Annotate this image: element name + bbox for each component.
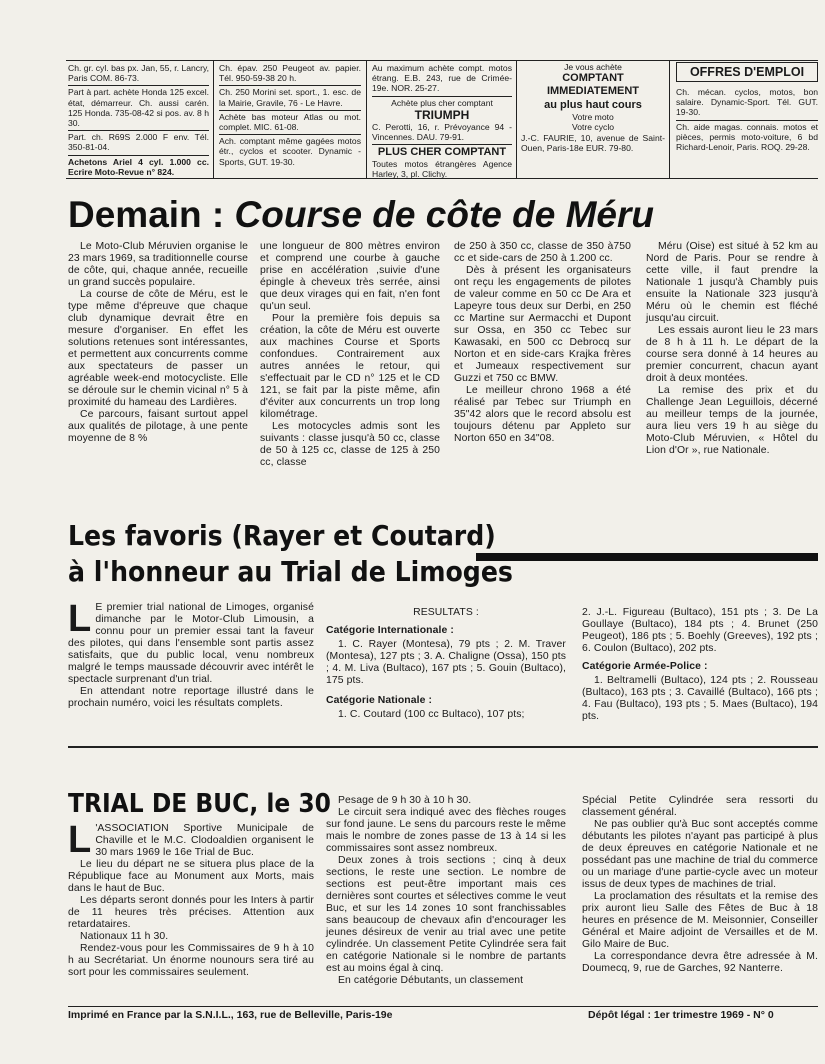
ad-line: Votre cyclo [571,122,615,133]
article1-col-3 [454,241,631,445]
footer-printer: Imprimé en France par la S.N.I.L., 163, rue de Belleville, Paris-19e [68,1009,393,1021]
paragraph: Spécial Petite Cylindrée sera ressorti du classement général. [582,795,818,818]
article3-headline: TRIAL DE BUC, le 30 [68,789,331,819]
article2-headline [68,518,513,590]
paragraph: 'ASSOCIATION Sportive Municipale de Chaville et le M.C. Clodoaldien organisent le 30 mars 1969 le 16e Trial de Buc. [95,823,314,858]
article3-rule [68,746,818,748]
ad-brand: TRIUMPH [414,107,470,122]
classified-col-2 [219,62,361,169]
ad-intro: Achète plus cher comptant [391,97,493,108]
drop-cap: L [68,819,92,861]
paragraph: Deux zones à trois sections ; cinq à deux sections, le reste une section. Le nombre de sections est peut-être important mais ces dernières sont courtes et sélectives comme le veut Buc, et sur les 14 zones 10 sont franchissables sans beaucoup de chevaux afin d'encourager les jeunes désireux de venir au trial avec une petite cylindrée. Un classement Petite Cylindrée sera fait en catégorie Nationale si le nombre de partants est au moins égal à cinq. [326,855,566,974]
classified-col-1 [68,62,209,179]
ad-line-bold: au plus haut cours [544,99,642,112]
ad-line-bold: IMMEDIATEMENT [546,85,640,98]
paragraph: 1. C. Rayer (Montesa), 79 pts ; 2. M. Traver (Montesa), 127 pts ; 3. A. Chaligne (Ossa), 150 pts ; 4. M. Liva (Bultaco), 167 pts ; 5. Gouin (Bultaco), 175 pts. [326,639,566,686]
headline-prefix: Demain : [68,194,225,235]
classified-ad: Ch. mécan. cyclos, motos, bon salaire. Dynamic-Sport. Tél. GUT. 19-30. [676,86,818,121]
paragraph: E premier trial national de Limoges, organisé dimanche par le Motor-Club Limousin, a connu pour un premier essai tant la faveur des pilotes, qui dans l'ensemble sont partis assez satisfaits, que du public local, venu nombreux malgré le temps maussade découvrir avec intérêt le spectacle surprenant d'un trial. [68,602,314,685]
classified-ad: Ch. aide magas. connais. motos et pièces, permis moto-voiture, 6 bd Richard-Lenoir, Paris. ROQ. 29-28. [676,121,818,153]
headline-main: Course de côte de Méru [234,194,654,235]
paragraph: Les départs seront donnés pour les Inters à partir de 11 heures très précises. Attention aux retardataires. [68,895,314,930]
article1-col-1 [68,241,248,445]
article3-col-3 [582,795,818,975]
classified-ad: Ch. épav. 250 Peugeot av. papier. Tél. 950-59-38 20 h. [219,62,361,86]
footer-legal: Dépôt légal : 1er trimestre 1969 - N° 0 [588,1009,774,1021]
classified-ad: Achète bas moteur Atlas ou mot. complet. MIC. 61-08. [219,111,361,135]
classified-ad: Part à part. achète Honda 125 excel. état, démarreur. Ch. aussi carén. 125 Honda. 735-08-42 si pos. av. 8 h 30. [68,86,209,131]
paragraph: Méru (Oise) est situé à 52 km au Nord de Paris. Pour se rendre à cette ville, il faut prendre la Nationale 1 jusqu'à Chambly puis ensuite la Nationale 323 jusqu'à Méru où le chemin est fléché jusqu'au circuit. [646,241,818,324]
ad-line-bold: COMPTANT [562,72,624,85]
article1-col-4 [646,241,818,457]
ad-text: C. Perotti, 16, r. Prévoyance 94 - Vincennes. DAU. 79-91. [372,121,512,143]
ad-line: Votre moto [572,112,614,123]
classified-ad: Achetons Ariel 4 cyl. 1.000 cc. Ecrire Moto-Revue n° 824. [68,156,209,177]
article1-headline [68,193,654,237]
paragraph: La remise des prix et du Challenge Jean Leguillois, décerné au meilleur temps de la journée, aura lieu vers 19 h au siège du Moto-Club Méruvien, « Hôtel du Lion d'Or », rue Nationale. [646,385,818,456]
paragraph: Pesage de 9 h 30 à 10 h 30. [338,795,472,806]
article2-rule [476,553,818,561]
ad-line: Je vous achète [564,62,622,72]
classified-ad: Ach. comptant même gagées motos étr., cyclos et scooter. Dynamic - Sports, GUT. 19-30. [219,136,361,167]
article1-col-2 [260,241,440,469]
paragraph: Nationaux 11 h 30. [80,931,169,942]
category-heading: Catégorie Internationale : [326,625,454,636]
classified-ad: Ch. gr. cyl. bas px. Jan, 55, r. Lancry, Paris COM. 86-73. [68,62,209,86]
paragraph: Le Moto-Club Méruvien organise le 23 mars 1969, sa traditionnelle course de côte, qui, chaque année, recueille un grand succès populaire. [68,241,248,288]
paragraph: de 250 à 350 cc, classe de 350 à750 cc et side-cars de 250 à 1.200 cc. [454,241,631,264]
paragraph: 1. C. Coutard (100 cc Bultaco), 107 pts; [338,709,525,720]
article2-col-1 [68,598,314,710]
classified-ad: Au maximum achète compt. motos étrang. E.B. 243, rue de Crimée-19e. NOR. 25-27. [372,62,512,97]
paragraph: Le meilleur chrono 1968 a été réalisé par Tebec sur Triumph en 35"42 alors que le record absolu est toujours détenu par Appleto sur Norton 650 en 34"08. [454,385,631,444]
article2-col-2 [326,607,566,721]
paragraph: Rendez-vous pour les Commissaires de 9 h à 10 h au Secrétariat. Un énorme nounours sera tiré au sort pour les commissaires seulement. [68,943,314,978]
paragraph: une longueur de 800 mètres environ et comprend une courbe à gauche prise en accélération ,suivie d'une épingle à cheveux très serrée, ainsi que deux virages qui en fait, n'en font qu'un seul. [260,241,440,312]
classified-ad: Ch. 250 Morini set. sport., 1. esc. de la Mairie, Gravile, 76 - Le Havre. [219,86,361,110]
paragraph: Ne pas oublier qu'à Buc sont acceptés comme débutants les pilotes n'ayant pas participé à plus de deux épreuves en catégorie Nationale et ne possédant pas une machine de trial du commerce ou un mariage d'une partie-cycle avec un moteur issus de deux types de machines de trial. [582,819,818,890]
paragraph: 1. Beltramelli (Bultaco), 124 pts ; 2. Rousseau (Bultaco), 163 pts ; 3. Cavaillé (Bultaco), 166 pts ; 4. Fau (Bultaco), 193 pts ; 5. Maes (Bultaco), 194 pts. [582,675,818,722]
job-offers-title: OFFRES D'EMPLOI [676,62,818,82]
paragraph: Les motocycles admis sont les suivants : classe jusqu'à 50 cc, classe de 50 à 125 cc, classe de 125 à 250 cc, classe [260,421,440,468]
article2-col-3 [582,607,818,723]
paragraph: La course de côte de Méru, est le type même d'épreuve que chaque club dynamique devrait être en mesure d'organiser. En effet les solutions retenues sont intéressantes, et permettent aux concurrents comme aux spectateurs de passer un agréable week-end motocycliste. Elle se déroule sur le chemin vicinal n° 5 à proximité du hameau des Lardières. [68,289,248,408]
category-heading: Catégorie Nationale : [326,695,433,706]
paragraph: Le circuit sera indiqué avec des flèches rouges sur fond jaune. Le sens du parcours reste le même mais le nombre de zones passe de 13 à 14 si les commissaires sont assez nombreux. [326,807,566,854]
classified-col-3 [372,62,512,182]
ad-heading: PLUS CHER COMPTANT [377,146,507,159]
paragraph: La proclamation des résultats et la remise des prix auront lieu Salle des Fêtes de Buc à 18 heures en présence de M. Meisonnier, Conseiller Général et Maire adjoint de Versailles et de M. Gilo Maire de Buc. [582,891,818,950]
classified-ad: Part. ch. R69S 2.000 F env. Tél. 350-81-04. [68,131,209,155]
paragraph: 2. J.-L. Figureau (Bultaco), 151 pts ; 3. De La Goullaye (Bultaco), 184 pts ; 4. Brunet (250 Peugeot), 186 pts ; 5. Boehly (Greeves), 192 pts ; 6. Coulon (Bultaco), 202 pts. [582,607,818,654]
classified-col-4 [521,62,665,153]
classified-ad-triumph [372,97,512,146]
article3-col-1 [68,819,314,979]
paragraph: Ce parcours, faisant surtout appel aux qualités de pilotage, à une pente moyenne de 8 % [68,409,248,444]
headline-line: à l'honneur au Trial de Limoges [68,555,513,588]
results-title: RESULTATS : [413,607,479,618]
headline-line: Les favoris (Rayer et Coutard) [68,519,496,552]
paragraph: Dès à présent les organisateurs ont reçu les engagements de pilotes de valeur comme en 50 cc De Ara et Lapeyre tous deux sur Derbi, en 250 cc Martine sur Aermacchi et Dupont sur Ossa, en 350 cc Tebec sur Kawasaki, en 500 cc Debrocq sur Norton et en side-cars Krajka frères et Jumeaux respectivement sur Guzzi et 750 cc BMW. [454,265,631,384]
ad-line: J.-C. FAURIE, 10, avenue de Saint-Ouen, Paris-18e EUR. 79-80. [521,132,665,153]
footer-rule [68,1006,818,1007]
ad-text: Toutes motos étrangères Agence Harley, 3, pl. Clichy. [372,159,512,180]
article3-col-2 [326,795,566,987]
classified-col-5 [676,62,818,154]
paragraph: En attendant notre reportage illustré dans le prochain numéro, voici les résultats complets. [68,686,314,709]
paragraph: En catégorie Débutants, un classement [338,975,524,986]
paragraph: Pour la première fois depuis sa création, la côte de Méru est ouverte aux machines Course et Sports confondues. Contrairement aux autres années le retour, qui s'effectuait par le CD n° 125 et le CD 121, se fait par la piste même, afin d'éviter aux concurrents un trop long kilométrage. [260,313,440,420]
classified-ad-cash [372,145,512,181]
drop-cap: L [68,598,92,640]
paragraph: La correspondance devra être adressée à M. Doumecq, 9, rue de Garches, 92 Nanterre. [582,951,818,974]
paragraph: Les essais auront lieu le 23 mars de 8 h à 11 h. Le départ de la course sera donné à 14 heures au premier concurrent, chacun ayant droit à deux montées. [646,325,818,384]
paragraph: Le lieu du départ ne se situera plus place de la République face au Monument aux Morts, mais dans le haut de Buc. [68,859,314,894]
category-heading: Catégorie Armée-Police : [582,661,708,672]
